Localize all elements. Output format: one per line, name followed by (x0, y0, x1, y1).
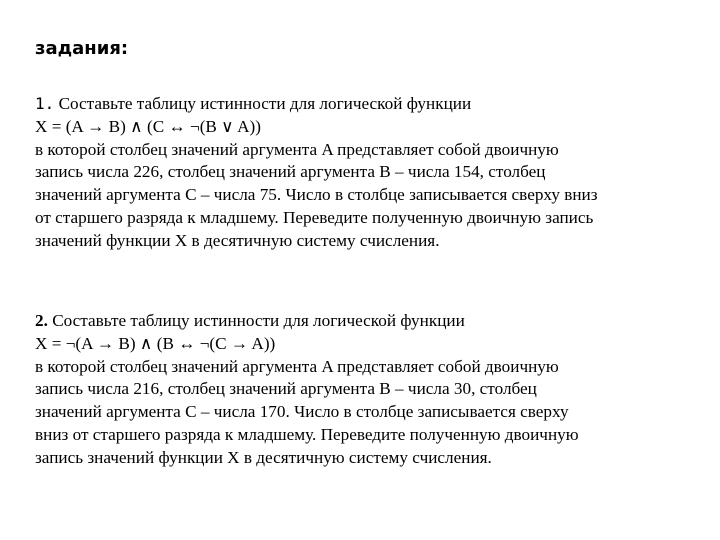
task-1-text-line: значений функции X в десятичную систему счисления. (35, 230, 440, 250)
task-1-number: 1. (35, 94, 55, 113)
task-2-number: 2. (35, 311, 48, 330)
task-2-text-line: запись числа 216, столбец значений аргумента B – числа 30, столбец (35, 379, 537, 399)
task-2-text-line: запись значений функции X в десятичную систему счисления. (35, 447, 492, 467)
task-1-text-line: значений аргумента C – числа 75. Число в столбце записывается сверху вниз (35, 185, 598, 205)
task-2-text-line: вниз от старшего разряда к младшему. Переведите полученную двоичную (35, 424, 579, 444)
task-2 (35, 310, 705, 470)
task-2-title: Составьте таблицу истинности для логической функции (47, 311, 465, 330)
task-1-title: Составьте таблицу истинности для логической функции (54, 94, 472, 113)
task-1 (35, 93, 705, 253)
task-2-text-line: в которой столбец значений аргумента A представляет собой двоичную (35, 356, 559, 376)
section-heading: задания: (35, 38, 129, 59)
task-2-line-1 (35, 310, 705, 333)
task-1-formula: X = (A → B) ∧ (C ↔ ¬(B ∨ A)) (35, 116, 261, 136)
task-1-text-line: от старшего разряда к младшему. Переведите полученную двоичную запись (35, 207, 594, 227)
task-1-text-line: в которой столбец значений аргумента A представляет собой двоичную (35, 139, 559, 159)
task-2-text-line: значений аргумента C – числа 170. Число в столбце записывается сверху (35, 402, 569, 422)
task-1-text-line: запись числа 226, столбец значений аргумента B – числа 154, столбец (35, 162, 546, 182)
task-2-formula: X = ¬(A → B) ∧ (B ↔ ¬(C → A)) (35, 333, 276, 353)
task-1-line-1 (35, 93, 705, 116)
